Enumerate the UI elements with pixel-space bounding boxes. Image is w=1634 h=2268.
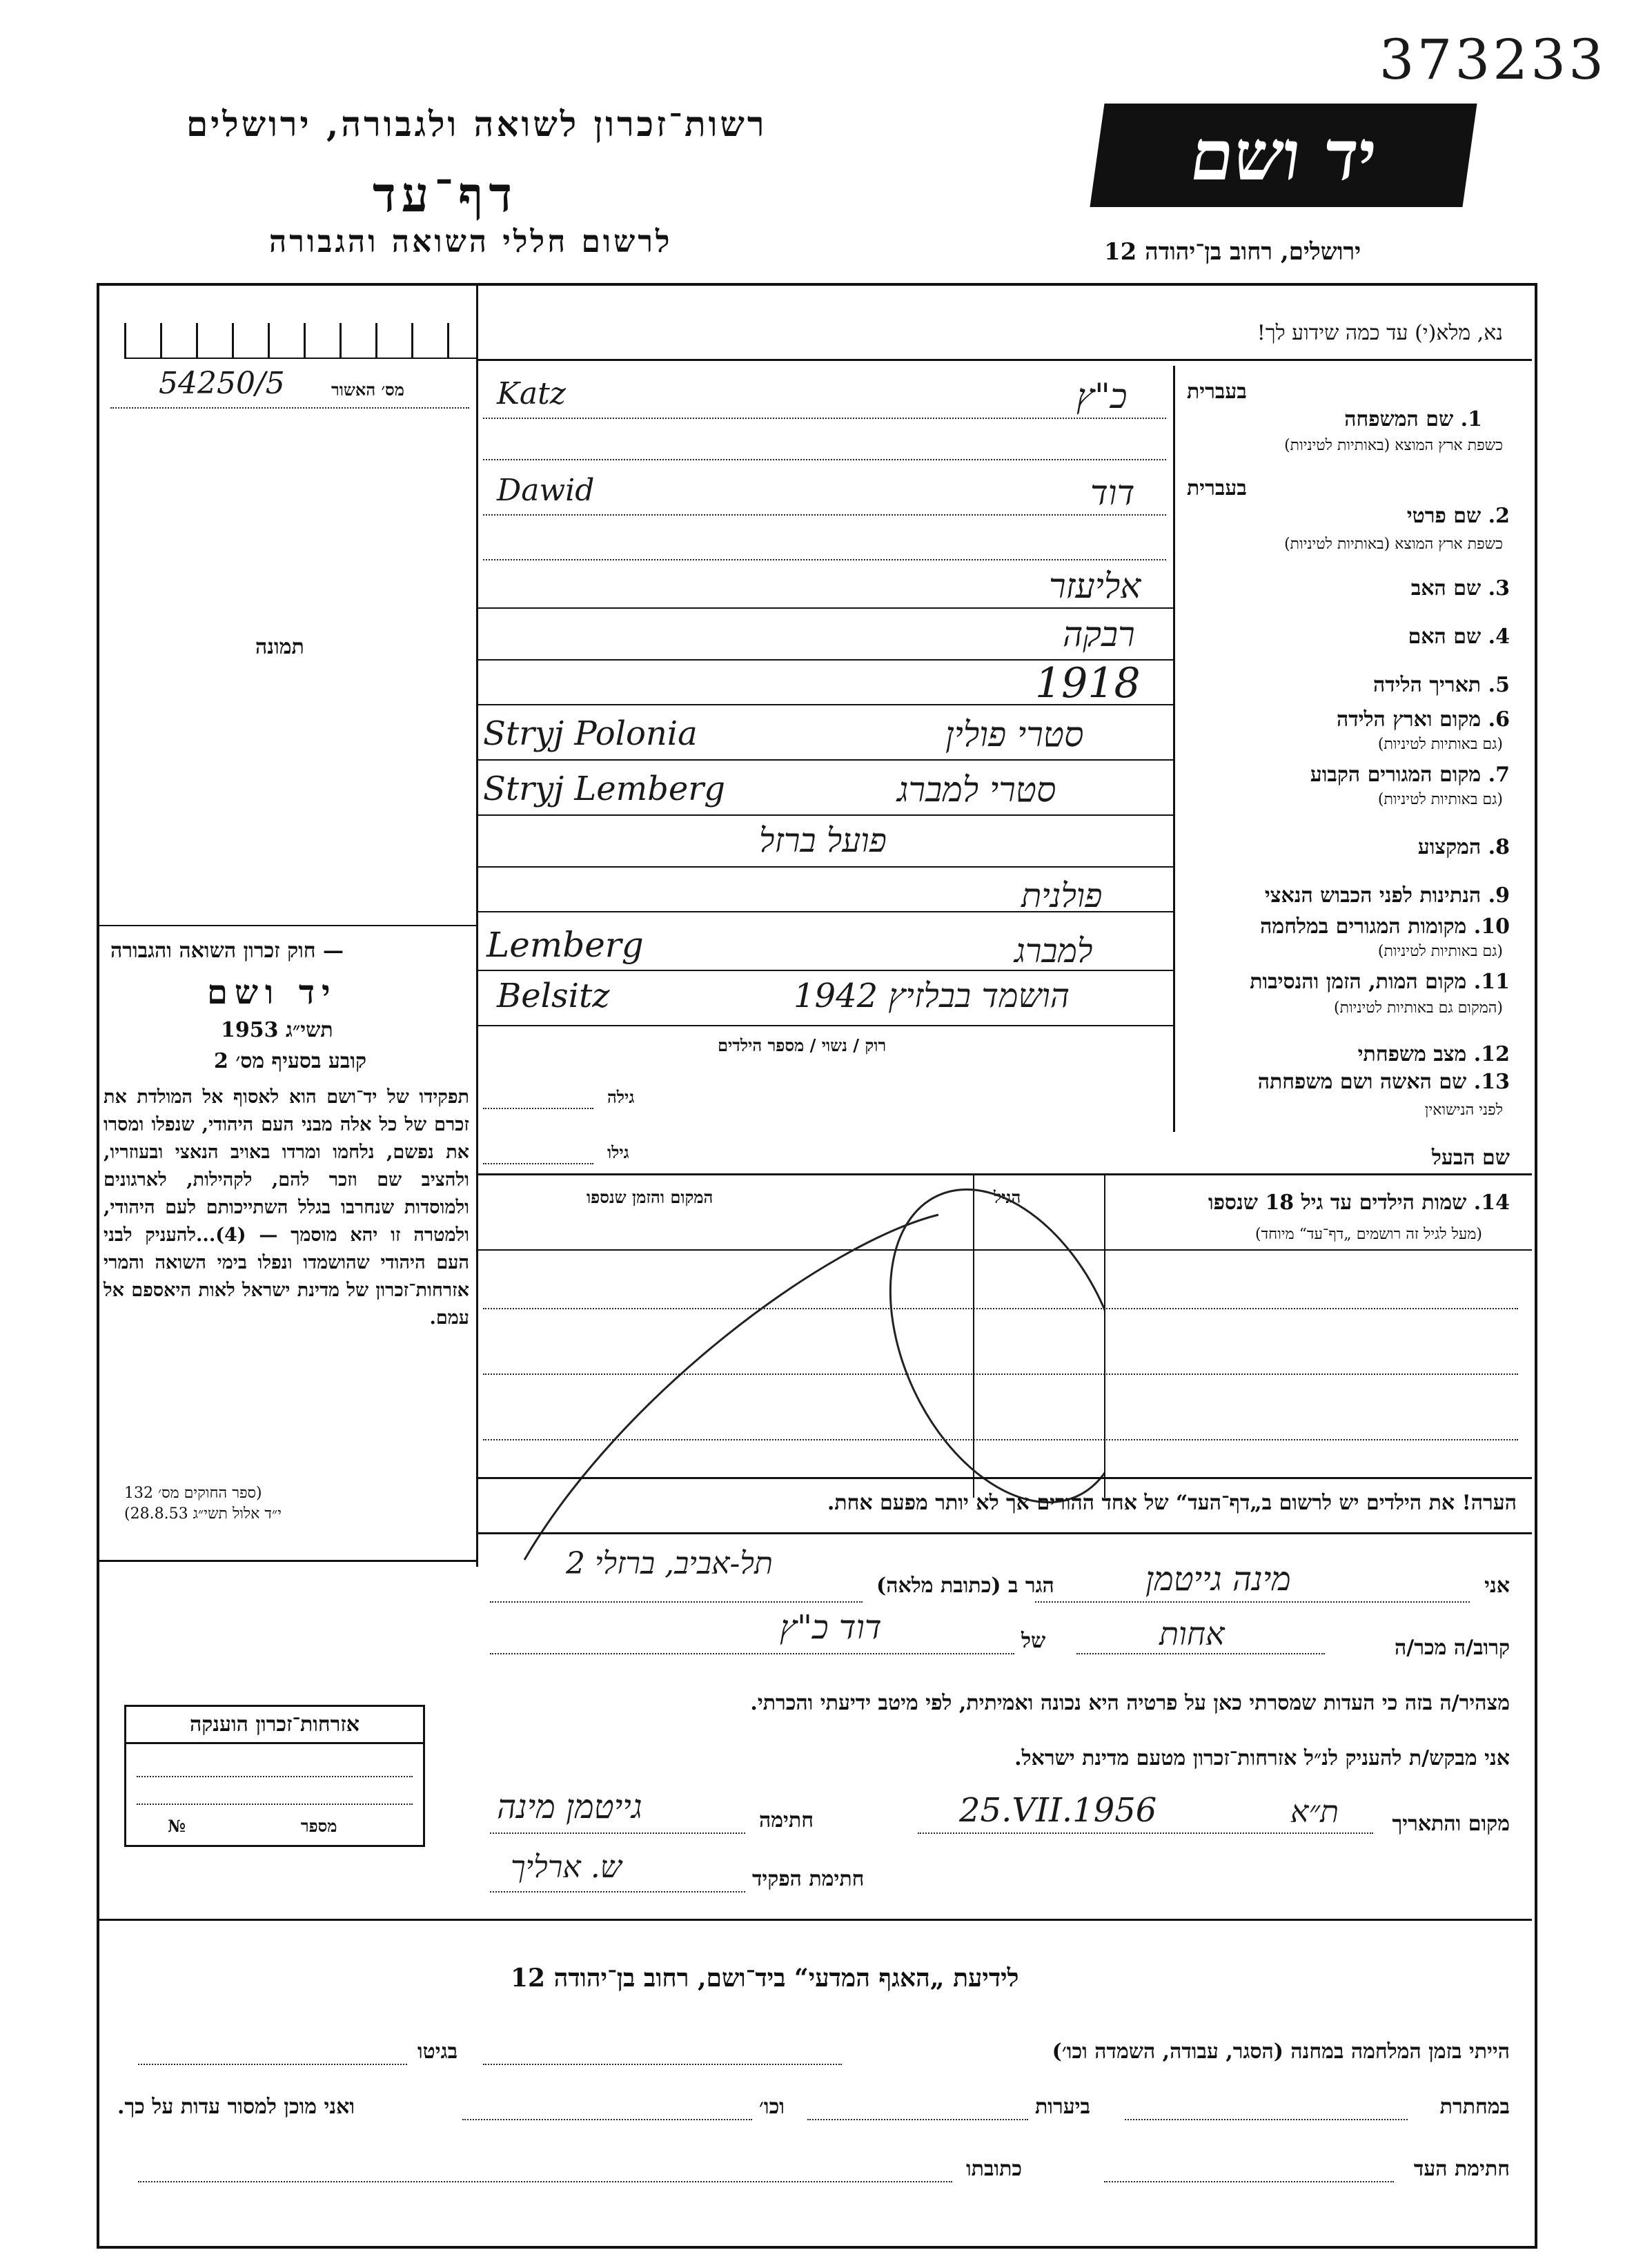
header-address: ירושלים, רחוב בן־יהודה 12 <box>1104 238 1361 266</box>
law-top-line <box>97 925 476 926</box>
form-title: דף־עד <box>373 166 518 223</box>
decl-place-date-label: מקום והתאריך <box>1392 1812 1510 1836</box>
field-1-lat: Katz <box>497 376 566 411</box>
field-2-line-b <box>483 559 1166 560</box>
field-2-lat: Dawid <box>497 473 595 508</box>
field-10-label <box>1260 915 1510 939</box>
field-9-label <box>1265 883 1510 908</box>
hebrew-col-1: בעברית <box>1187 380 1247 404</box>
decl-official: ש. ארליך <box>511 1850 622 1885</box>
field-9-heb: פולנית <box>1021 877 1103 915</box>
decl-relative: קרוב/ה מכר/ה <box>1395 1636 1510 1660</box>
citizenship-line-2 <box>137 1803 413 1805</box>
children-label <box>1208 1191 1510 1215</box>
field-12-num: 12. <box>1473 1042 1510 1066</box>
citizenship-no-label: מספר <box>300 1816 337 1836</box>
field-8-title: המקצוע <box>1417 835 1482 859</box>
field-7-title: מקום המגורים הקבוע <box>1310 763 1482 787</box>
footer-line1a: הייתי בזמן המלחמה במחנה (הסגר, עבודה, השמדה וכו׳) <box>1052 2040 1510 2064</box>
instruction-text: נא, מלא(י) עד כמה שידוע לך! <box>1257 321 1503 345</box>
decl-relation: אחות <box>1159 1615 1225 1652</box>
field-1-line-b <box>483 459 1166 460</box>
law-date: י״ד אלול תשי״ג 28.8.53) <box>124 1505 282 1523</box>
field-6-line <box>476 759 1173 761</box>
field-8-label <box>1418 835 1510 859</box>
decl-date: 25.VII.1956 <box>959 1791 1157 1830</box>
field-3-num: 3. <box>1488 576 1510 600</box>
field-2-line-a <box>483 514 1166 516</box>
field-13-sub: לפני הנישואין <box>1424 1102 1503 1119</box>
decl-date-line <box>918 1832 1373 1834</box>
field-4-title: שם האם <box>1408 625 1482 649</box>
cross-out-marks <box>483 1187 1104 1574</box>
husband-line <box>483 1163 593 1164</box>
yad-vashem-logo <box>1090 104 1477 207</box>
field-11-label <box>1250 970 1510 994</box>
field-2-heb: דוד <box>1090 473 1135 513</box>
decl-place: ת״א <box>1290 1795 1339 1830</box>
footer-line1-dots-b <box>138 2064 407 2065</box>
field-3-title: שם האב <box>1410 576 1482 600</box>
decl-declare: מצהיר/ה בזה כי העדות שמסרתי כאן על פרטיה היא נכונה ואמיתית, לפי מיטב ידיעתי והכרתי. <box>750 1691 1510 1715</box>
decl-official-line <box>490 1891 745 1893</box>
decl-official-label: חתימת הפקיד <box>752 1867 865 1891</box>
field-9-num: 9. <box>1488 883 1510 908</box>
law-body: תפקידו של יד־ושם הוא לאסוף אל המולדת את זכרם של כל אלה מבני העם היהודי, שנפלו ומסרו את נפשם, נלחמו ומרדו באויב הנאצי ובעוזריו, ולהציב שם וזכר להם, לקהילות, לארגונים ולמוסדות שנחרבו בגלל השתייכותם לעם היהודי, ולמטרה זו יהא מוסמך — (4)...להעניק לבני העם היהודי שהושמדו ונפלו בימי השואה והמרי אזרחות־זכרון של מדינת ישראל לאות היאספם אל עמם. <box>104 1086 469 1329</box>
footer-line1-dots-a <box>483 2064 842 2065</box>
decl-of-line <box>490 1653 1014 1654</box>
hebrew-col-2: בעברית <box>1187 476 1247 500</box>
field-7-lat: Stryj Lemberg <box>483 770 725 808</box>
field-5-label <box>1373 673 1510 697</box>
left-bottom-line <box>97 1560 476 1562</box>
law-year: תשי״ג 1953 <box>221 1018 333 1042</box>
citizenship-no-sym: № <box>168 1816 186 1836</box>
field-12-label <box>1358 1042 1510 1066</box>
field-7-line <box>476 814 1173 816</box>
field-10-lat: Lemberg <box>486 925 644 965</box>
field-10-num: 10. <box>1473 915 1510 939</box>
decl-of-name: דוד כ"ץ <box>780 1608 882 1647</box>
field-6-num: 6. <box>1488 707 1510 732</box>
children-title: שמות הילדים עד גיל 18 שנספו <box>1208 1191 1467 1215</box>
field-3-heb: אליעזר <box>1049 566 1141 606</box>
field-10-sub: (גם באותיות לטיניות) <box>1377 943 1503 960</box>
children-top-line <box>476 1173 1532 1175</box>
decl-signature-label: חתימה <box>759 1808 814 1832</box>
footer-line1b: בגיטו <box>417 2040 458 2064</box>
footer-line2-dots-c <box>462 2119 752 2120</box>
children-num: 14. <box>1473 1191 1510 1215</box>
note-bottom-line <box>476 1532 1532 1534</box>
field-7-num: 7. <box>1488 763 1510 787</box>
field-9-title: הנתינות לפני הכבוש הנאצי <box>1264 883 1482 908</box>
footer-line3-dots-b <box>138 2181 952 2182</box>
note-top-line <box>476 1477 1532 1479</box>
field-11-heb: הושמד בבלזיץ 1942 <box>794 977 1070 1015</box>
field-1-label <box>1344 407 1482 431</box>
label-column-divider <box>1173 366 1175 1132</box>
field-1-heb: כ"ץ <box>1076 376 1128 416</box>
field-11-title: מקום המות, הזמן והנסיבות <box>1250 970 1467 994</box>
decl-resides: הגר ב (כתובת מלאה) <box>876 1574 1054 1598</box>
footer-line2-dots-b <box>807 2119 1028 2120</box>
field-8-num: 8. <box>1488 835 1510 859</box>
photo-label: תמונה <box>255 635 304 659</box>
field-4-heb: רבקה <box>1063 614 1135 654</box>
instruction-divider <box>476 359 1532 361</box>
field-13-num: 13. <box>1473 1070 1510 1094</box>
note-text: הערה! את הילדים יש לרשום ב„דף־העד“ של אחד ההורים אך לא יותר מפעם אחת. <box>827 1491 1517 1515</box>
decl-ani-name: מינה גייטמן <box>1145 1560 1291 1599</box>
field-4-label <box>1408 625 1510 649</box>
children-divider-2 <box>1104 1173 1105 1498</box>
field-10-heb: למברג <box>1014 932 1093 970</box>
field-9-line <box>476 911 1173 912</box>
field-2-title: שם פרטי <box>1406 504 1482 528</box>
field-6-title: מקום וארץ הלידה <box>1336 707 1482 732</box>
citizenship-number <box>168 1816 337 1837</box>
field-13-label <box>1258 1070 1510 1094</box>
field-8-heb: פועל ברזל <box>759 821 887 860</box>
footer-top-line <box>97 1919 1532 1921</box>
archive-number: 373233 <box>1379 28 1606 92</box>
decl-address-line <box>490 1601 863 1603</box>
footer-line2-dots-a <box>1125 2119 1408 2120</box>
field-1-num: 1. <box>1460 407 1482 431</box>
field-5-line <box>476 704 1173 705</box>
field-2-sub: כשפת ארץ המוצא (באותיות לטיניות) <box>1284 536 1503 553</box>
field-6-lat: Stryj Polonia <box>483 714 698 753</box>
field-10-line <box>476 970 1173 971</box>
husband-label: שם הבעל <box>1431 1146 1510 1170</box>
field-6-sub: (גם באותיות לטיניות) <box>1377 736 1503 753</box>
record-number-line <box>110 407 469 409</box>
law-name: יד ושם <box>207 973 337 1012</box>
field-12-title: מצב משפחתי <box>1357 1042 1467 1066</box>
record-number-value: 54250/5 <box>159 366 285 401</box>
field-2-num: 2. <box>1488 504 1510 528</box>
field-7-heb: סטרי למברג <box>897 770 1056 810</box>
decl-of: של <box>1021 1629 1046 1653</box>
field-13-line <box>483 1108 593 1109</box>
field-1-line-a <box>483 418 1166 419</box>
field-13-title: שם האשה ושם משפחתה <box>1257 1070 1467 1094</box>
decl-relation-line <box>1076 1653 1325 1654</box>
record-number-label: מס׳ האשור <box>331 380 404 400</box>
field-11-line <box>476 1025 1173 1026</box>
footer-line3-dots-a <box>1104 2181 1394 2182</box>
field-3-label <box>1411 576 1510 600</box>
decl-address: תל-אביב, ברזלי 2 <box>566 1546 773 1581</box>
field-13-age: גילה <box>607 1087 635 1107</box>
left-column-divider <box>476 283 478 1567</box>
law-clause: קובע בסעיף מס׳ 2 <box>214 1049 367 1073</box>
field-7-label <box>1310 763 1510 787</box>
footer-line2c: וכו׳ <box>759 2095 785 2119</box>
footer-line2b: ביערות <box>1035 2095 1091 2119</box>
law-title: — חוק זכרון השואה והגבורה <box>110 939 344 963</box>
law-source: (ספר החוקים מס׳ 132 <box>124 1485 262 1502</box>
tick-marks <box>124 323 476 359</box>
field-11-lat: Belsitz <box>497 977 610 1015</box>
footer-line3a: חתימת העד <box>1413 2157 1510 2181</box>
form-subtitle: לרשום חללי השואה והגבורה <box>269 224 673 260</box>
citizenship-line-1 <box>137 1776 413 1777</box>
children-col-age: הגיל <box>994 1187 1021 1207</box>
citizenship-title: אזרחות־זכרון הוענקה <box>126 1707 423 1744</box>
field-5-heb: 1918 <box>1035 659 1141 707</box>
field-5-num: 5. <box>1488 673 1510 697</box>
citizenship-box <box>124 1705 425 1847</box>
field-1-sub: כשפת ארץ המוצא (באותיות לטיניות) <box>1284 437 1503 454</box>
field-8-line <box>476 866 1173 868</box>
field-11-sub: (המקום גם באותיות לטיניות) <box>1334 999 1503 1017</box>
footer-line2a: במחתרת <box>1439 2095 1510 2119</box>
authority-line: רשות־זכרון לשואה ולגבורה, ירושלים <box>186 104 767 144</box>
decl-request: אני מבקש/ת להעניק לנ״ל אזרחות־זכרון מטעם מדינת ישראל. <box>1014 1746 1510 1770</box>
field-1-title: שם המשפחה <box>1344 407 1454 431</box>
field-7-sub: (גם באותיות לטיניות) <box>1377 791 1503 808</box>
footer-line2d: ואני מוכן למסור עדות על כך. <box>117 2095 355 2119</box>
field-11-num: 11. <box>1473 970 1510 994</box>
field-5-title: תאריך הלידה <box>1373 673 1482 697</box>
footer-title: לידיעת „האגף המדעי“ ביד־ושם, רחוב בן־יהודה 12 <box>511 1964 1019 1993</box>
field-12-options: רוק / נשוי / מספר הילדים <box>718 1035 887 1055</box>
field-3-line <box>476 607 1173 609</box>
decl-signature-line <box>490 1832 745 1834</box>
decl-signature: גייטמן מינה <box>497 1788 642 1826</box>
decl-ani-line <box>1035 1601 1470 1603</box>
field-6-heb: סטרי פולין <box>945 714 1084 754</box>
field-10-title: מקומות המגורים במלחמה <box>1260 915 1467 939</box>
field-4-num: 4. <box>1488 625 1510 649</box>
children-col-place: המקום והזמן שנספו <box>587 1187 713 1207</box>
field-6-label <box>1337 707 1510 732</box>
footer-line3b: כתובתו <box>966 2157 1023 2181</box>
field-2-label <box>1407 504 1510 528</box>
decl-ani: אני <box>1484 1574 1510 1598</box>
logo-text: יד ושם <box>1185 115 1382 196</box>
children-sub: (מעל לגיל זה רושמים „דף־עד“ מיוחד) <box>1255 1226 1482 1243</box>
husband-age: גילו <box>607 1142 629 1162</box>
